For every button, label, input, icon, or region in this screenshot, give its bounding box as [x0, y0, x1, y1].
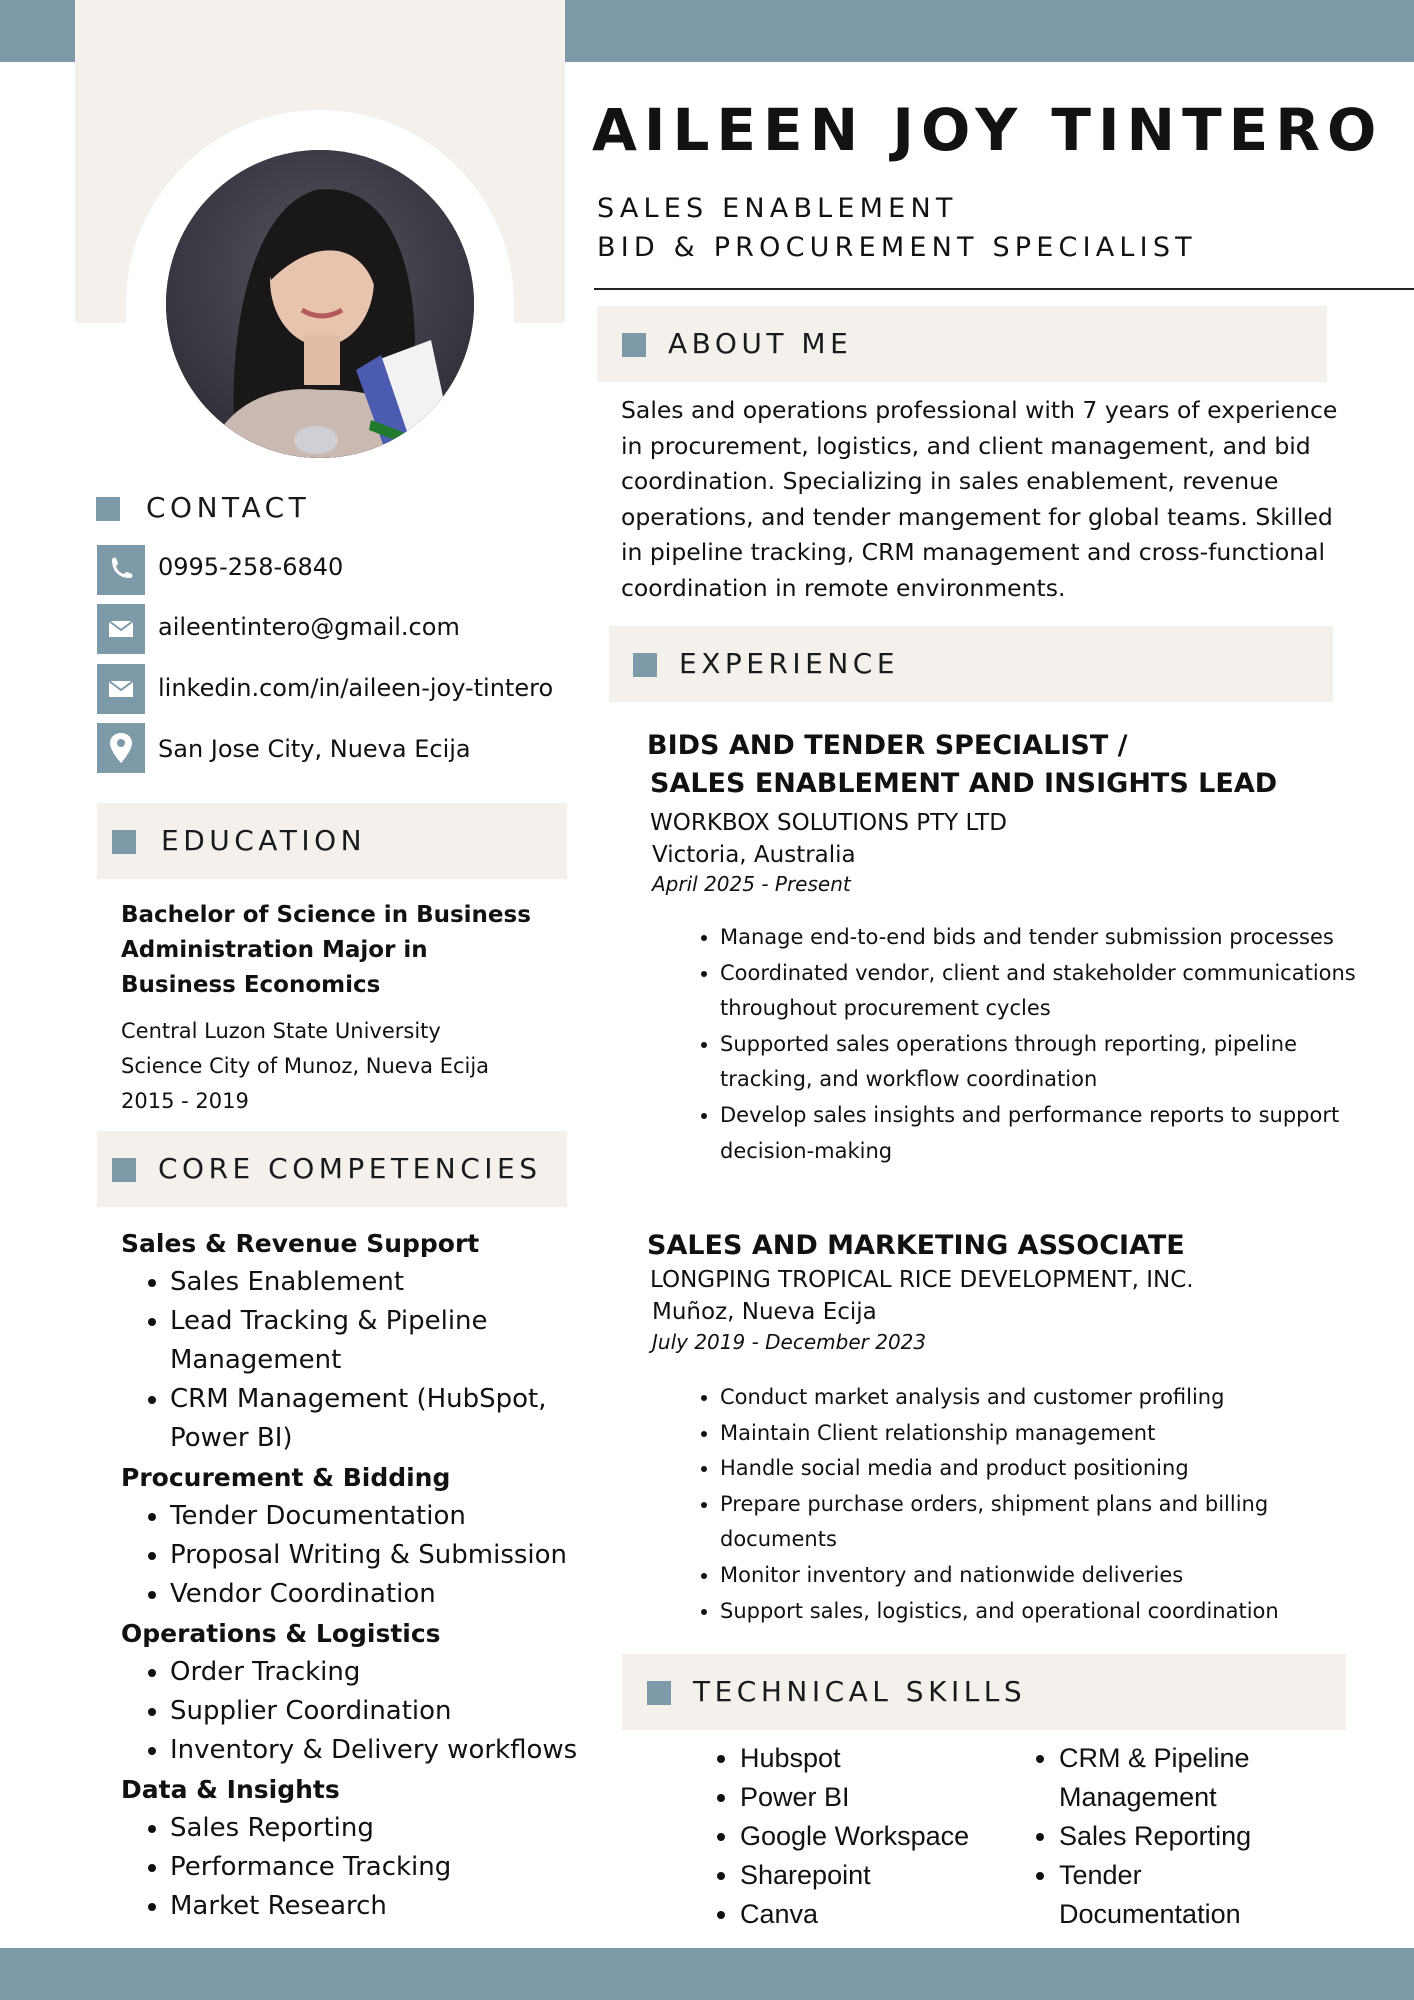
competency-item: • Market Research [170, 1887, 581, 1926]
competency-item: • Sales Enablement [170, 1263, 581, 1302]
competency-item: • Inventory & Delivery workflows [170, 1731, 581, 1770]
skill-item: • Sharepoint [740, 1856, 1040, 1895]
contact-location: San Jose City, Nueva Ecija [158, 735, 471, 763]
list-item: • Develop sales insights and performance reports to support decision-making [720, 1098, 1370, 1169]
contact-linkedin[interactable]: linkedin.com/in/aileen-joy-tintero [158, 674, 554, 702]
skill-item: • CRM & Pipeline Management [1059, 1739, 1329, 1817]
skill-item: • Sales Reporting [1059, 1817, 1329, 1856]
competency-item: • CRM Management (HubSpot, Power BI) [170, 1380, 581, 1458]
contact-marker [96, 497, 120, 521]
job-1-title-line-2: SALES ENABLEMENT AND INSIGHTS LEAD [650, 768, 1278, 799]
list-item: • Handle social media and product positioning [720, 1451, 1370, 1487]
technical-skills-column-2 [1028, 1739, 1329, 1934]
education-heading: EDUCATION [161, 824, 367, 857]
job-1-company: WORKBOX SOLUTIONS PTY LTD [650, 810, 1007, 836]
bottom-banner [0, 1948, 1414, 2000]
skill-item: • Canva [740, 1895, 1040, 1934]
competency-group-title: Data & Insights [121, 1775, 340, 1804]
education-school: Central Luzon State University [121, 1019, 441, 1043]
technical-skills-heading: TECHNICAL SKILLS [693, 1675, 1027, 1708]
competency-item: • Performance Tracking [170, 1848, 581, 1887]
competency-group [121, 1263, 581, 1458]
section-marker [622, 333, 646, 357]
technical-skills-column-1 [709, 1739, 1040, 1934]
job-2-location: Muñoz, Nueva Ecija [652, 1299, 877, 1325]
competencies-section-header [97, 1131, 567, 1207]
about-summary: Sales and operations professional with 7 years of experience in procurement, logistics, and client management, and bid coordination. Specializing in sales enablement, revenue operations, and tender mangement for global teams. Skilled in pipeline tracking, CRM management and cross-functional coordination in remote environments. [621, 396, 1338, 602]
section-marker [647, 1681, 671, 1705]
technical-skills-section-header [622, 1654, 1346, 1730]
about-heading: ABOUT ME [668, 327, 853, 360]
job-2-company: LONGPING TROPICAL RICE DEVELOPMENT, INC. [650, 1267, 1194, 1293]
list-item: • Prepare purchase orders, shipment plans and billing documents [720, 1487, 1370, 1558]
job-title-line-2: BID & PROCUREMENT SPECIALIST [597, 232, 1197, 263]
list-item: • Support sales, logistics, and operational coordination [720, 1594, 1370, 1630]
candidate-name: AILEEN JOY TINTERO [592, 96, 1384, 164]
skill-item: • Power BI [740, 1778, 1040, 1817]
competency-item: • Vendor Coordination [170, 1575, 581, 1614]
list-item: • Maintain Client relationship management [720, 1416, 1370, 1452]
competency-group-title: Procurement & Bidding [121, 1463, 451, 1492]
competency-group [121, 1809, 581, 1926]
education-years: 2015 - 2019 [121, 1089, 249, 1113]
competency-item: • Order Tracking [170, 1653, 581, 1692]
section-marker [112, 1158, 136, 1182]
competency-item: • Tender Documentation [170, 1497, 581, 1536]
education-section-header [97, 803, 567, 879]
education-location: Science City of Munoz, Nueva Ecija [121, 1054, 490, 1078]
competency-group-title: Operations & Logistics [121, 1619, 441, 1648]
job-2-dates: July 2019 - December 2023 [652, 1330, 927, 1354]
skill-item: • Google Workspace [740, 1817, 1040, 1856]
competency-item: • Lead Tracking & Pipeline Management [170, 1302, 581, 1380]
contact-heading: CONTACT [146, 491, 311, 524]
job-1-dates: April 2025 - Present [652, 872, 851, 896]
section-marker [633, 653, 657, 677]
contact-phone[interactable]: 0995-258-6840 [158, 553, 344, 581]
list-item: • Monitor inventory and nationwide deliveries [720, 1558, 1370, 1594]
envelope-icon [97, 664, 145, 714]
location-pin-icon [97, 723, 145, 773]
contact-email[interactable]: aileentintero@gmail.com [158, 613, 460, 641]
competency-item: • Proposal Writing & Submission [170, 1536, 581, 1575]
job-2-title: SALES AND MARKETING ASSOCIATE [647, 1230, 1185, 1261]
skill-item: • Hubspot [740, 1739, 1040, 1778]
competency-group [121, 1653, 581, 1770]
list-item: • Conduct market analysis and customer profiling [720, 1380, 1370, 1416]
competencies-list [121, 1224, 581, 1926]
skill-item: • Tender Documentation [1059, 1856, 1329, 1934]
job-1-location: Victoria, Australia [652, 842, 856, 868]
experience-heading: EXPERIENCE [679, 647, 900, 680]
competencies-heading: CORE COMPETENCIES [158, 1152, 542, 1185]
phone-icon [97, 545, 145, 595]
list-item: • Supported sales operations through reporting, pipeline tracking, and workflow coordination [720, 1027, 1370, 1098]
competency-group-title: Sales & Revenue Support [121, 1229, 480, 1258]
competency-item: • Sales Reporting [170, 1809, 581, 1848]
job-1-bullets [673, 920, 1370, 1169]
job-2-bullets [673, 1380, 1370, 1629]
competency-group [121, 1497, 581, 1614]
job-1-title-line-1: BIDS AND TENDER SPECIALIST / [647, 730, 1128, 761]
profile-photo [166, 150, 474, 458]
list-item: • Coordinated vendor, client and stakeholder communications throughout procurement cycles [720, 956, 1370, 1027]
header-divider [594, 288, 1414, 290]
envelope-icon [97, 604, 145, 654]
about-section-header [597, 306, 1327, 382]
list-item: • Manage end-to-end bids and tender submission processes [720, 920, 1370, 956]
education-degree: Bachelor of Science in Business Administration Major in Business Economics [121, 902, 531, 998]
job-title-line-1: SALES ENABLEMENT [597, 193, 958, 224]
competency-item: • Supplier Coordination [170, 1692, 581, 1731]
experience-section-header [609, 626, 1333, 702]
section-marker [112, 830, 136, 854]
